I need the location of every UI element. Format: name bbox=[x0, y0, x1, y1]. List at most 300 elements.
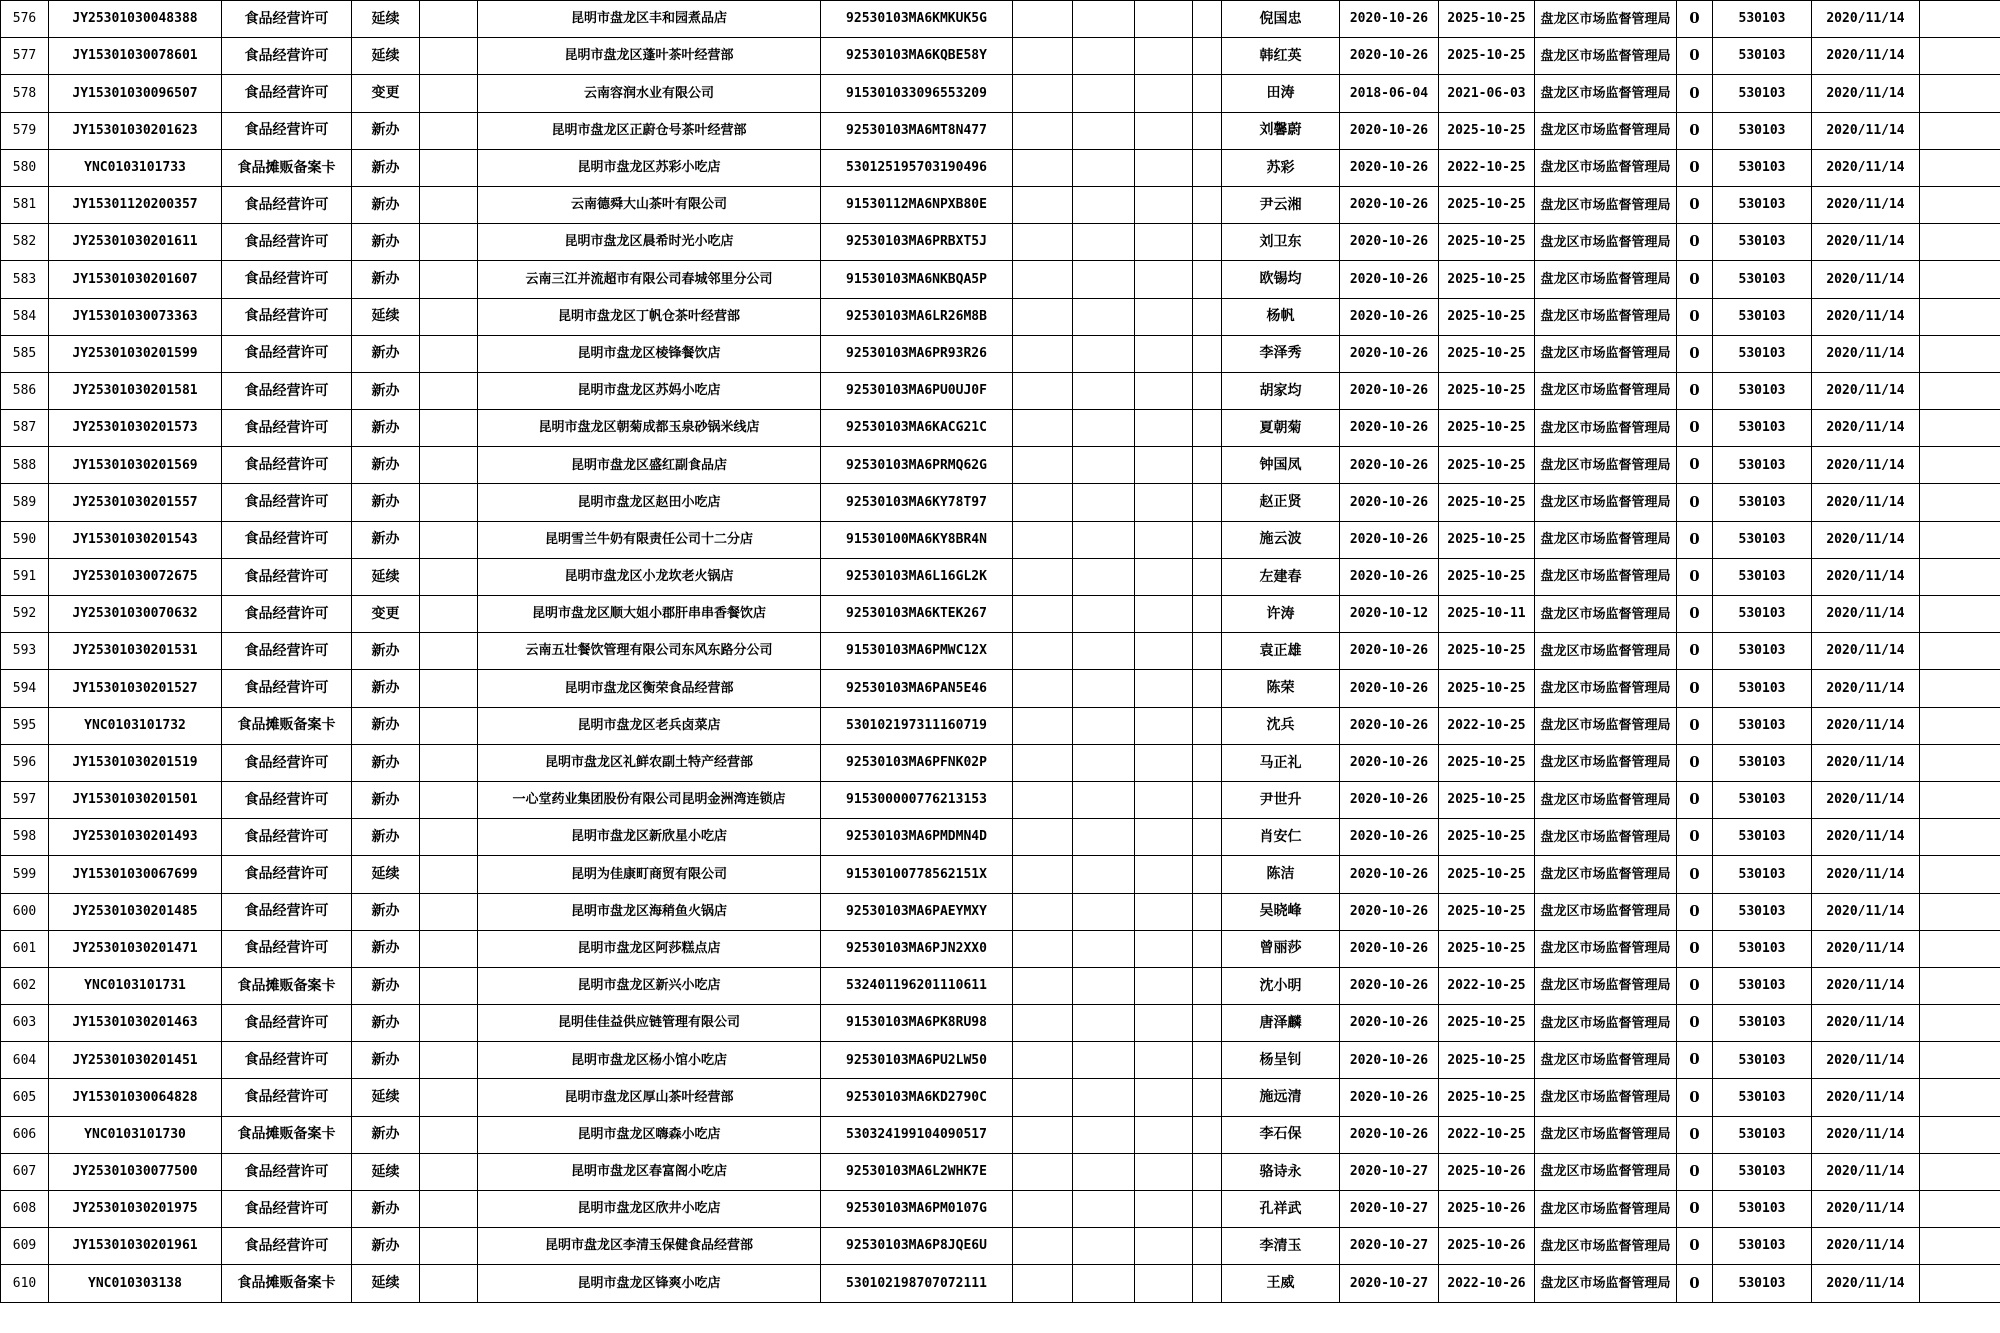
valid-to-cell: 2025-10-25 bbox=[1439, 447, 1535, 484]
valid-from-cell: 2020-10-26 bbox=[1340, 484, 1439, 521]
empty-cell bbox=[1920, 707, 2000, 744]
empty-cell bbox=[1013, 261, 1073, 298]
row-number-cell: 606 bbox=[1, 1116, 49, 1153]
credit-code-cell: 92530103MA6PFNK02P bbox=[821, 744, 1013, 781]
legal-person-cell: 倪国忠 bbox=[1222, 1, 1340, 38]
valid-to-cell: 2025-10-25 bbox=[1439, 224, 1535, 261]
credit-code-cell: 92530103MA6MT8N477 bbox=[821, 112, 1013, 149]
empty-cell bbox=[1135, 224, 1193, 261]
valid-to-cell: 2025-10-25 bbox=[1439, 335, 1535, 372]
empty-cell bbox=[1193, 1265, 1222, 1302]
empty-cell bbox=[420, 186, 478, 223]
status-flag-cell: 0 bbox=[1677, 521, 1713, 558]
empty-cell bbox=[1135, 447, 1193, 484]
empty-cell bbox=[1013, 781, 1073, 818]
legal-person-cell: 左建春 bbox=[1222, 558, 1340, 595]
table-row bbox=[1, 1042, 2000, 1079]
permit-type-cell: 食品经营许可 bbox=[222, 447, 352, 484]
area-code-cell: 530103 bbox=[1713, 112, 1812, 149]
area-code-cell: 530103 bbox=[1713, 1079, 1812, 1116]
row-number-cell: 583 bbox=[1, 261, 49, 298]
action-cell: 新办 bbox=[352, 633, 420, 670]
empty-cell bbox=[1135, 781, 1193, 818]
area-code-cell: 530103 bbox=[1713, 1, 1812, 38]
empty-cell bbox=[420, 596, 478, 633]
empty-cell bbox=[1073, 521, 1135, 558]
valid-from-cell: 2020-10-26 bbox=[1340, 38, 1439, 75]
empty-cell bbox=[420, 261, 478, 298]
empty-cell bbox=[420, 521, 478, 558]
row-number-cell: 609 bbox=[1, 1228, 49, 1265]
action-cell: 新办 bbox=[352, 447, 420, 484]
authority-cell: 盘龙区市场监督管理局 bbox=[1535, 819, 1677, 856]
empty-cell bbox=[1073, 186, 1135, 223]
table-row bbox=[1, 1191, 2000, 1228]
empty-cell bbox=[1073, 261, 1135, 298]
empty-cell bbox=[1193, 112, 1222, 149]
empty-cell bbox=[1135, 1042, 1193, 1079]
action-cell: 新办 bbox=[352, 261, 420, 298]
empty-cell bbox=[1135, 1265, 1193, 1302]
permit-type-cell: 食品摊贩备案卡 bbox=[222, 1265, 352, 1302]
empty-cell bbox=[1193, 224, 1222, 261]
row-number-cell: 578 bbox=[1, 75, 49, 112]
action-cell: 延续 bbox=[352, 856, 420, 893]
empty-cell bbox=[1013, 38, 1073, 75]
empty-cell bbox=[1920, 596, 2000, 633]
permit-type-cell: 食品经营许可 bbox=[222, 1042, 352, 1079]
credit-code-cell: 92530103MA6KACG21C bbox=[821, 410, 1013, 447]
area-code-cell: 530103 bbox=[1713, 1191, 1812, 1228]
credit-code-cell: 92530103MA6PAN5E46 bbox=[821, 670, 1013, 707]
action-cell: 延续 bbox=[352, 1, 420, 38]
action-cell: 新办 bbox=[352, 484, 420, 521]
authority-cell: 盘龙区市场监督管理局 bbox=[1535, 744, 1677, 781]
authority-cell: 盘龙区市场监督管理局 bbox=[1535, 930, 1677, 967]
empty-cell bbox=[1013, 967, 1073, 1004]
empty-cell bbox=[1920, 1265, 2000, 1302]
empty-cell bbox=[1135, 75, 1193, 112]
empty-cell bbox=[1135, 1116, 1193, 1153]
permit-number-cell: JY15301030201961 bbox=[49, 1228, 222, 1265]
valid-to-cell: 2025-10-25 bbox=[1439, 38, 1535, 75]
row-number-cell: 601 bbox=[1, 930, 49, 967]
area-code-cell: 530103 bbox=[1713, 149, 1812, 186]
legal-person-cell: 骆诗永 bbox=[1222, 1153, 1340, 1190]
status-flag-cell: 0 bbox=[1677, 633, 1713, 670]
empty-cell bbox=[1193, 1079, 1222, 1116]
empty-cell bbox=[1073, 930, 1135, 967]
table-row bbox=[1, 558, 2000, 595]
valid-to-cell: 2022-10-25 bbox=[1439, 149, 1535, 186]
permit-number-cell: JY15301030201463 bbox=[49, 1005, 222, 1042]
status-flag-cell: 0 bbox=[1677, 967, 1713, 1004]
valid-to-cell: 2022-10-25 bbox=[1439, 707, 1535, 744]
empty-cell bbox=[420, 75, 478, 112]
update-date-cell: 2020/11/14 bbox=[1812, 856, 1920, 893]
authority-cell: 盘龙区市场监督管理局 bbox=[1535, 372, 1677, 409]
permit-number-cell: JY25301030201531 bbox=[49, 633, 222, 670]
permit-number-cell: JY25301030070632 bbox=[49, 596, 222, 633]
empty-cell bbox=[1920, 1228, 2000, 1265]
table-row bbox=[1, 856, 2000, 893]
permit-type-cell: 食品经营许可 bbox=[222, 744, 352, 781]
table-row bbox=[1, 447, 2000, 484]
business-name-cell: 昆明雪兰牛奶有限责任公司十二分店 bbox=[478, 521, 821, 558]
authority-cell: 盘龙区市场监督管理局 bbox=[1535, 447, 1677, 484]
valid-to-cell: 2025-10-25 bbox=[1439, 633, 1535, 670]
empty-cell bbox=[1193, 186, 1222, 223]
status-flag-cell: 0 bbox=[1677, 707, 1713, 744]
permit-type-cell: 食品经营许可 bbox=[222, 410, 352, 447]
empty-cell bbox=[1193, 372, 1222, 409]
empty-cell bbox=[420, 1, 478, 38]
empty-cell bbox=[1135, 633, 1193, 670]
permit-type-cell: 食品经营许可 bbox=[222, 261, 352, 298]
area-code-cell: 530103 bbox=[1713, 75, 1812, 112]
empty-cell bbox=[1073, 1153, 1135, 1190]
empty-cell bbox=[1013, 1191, 1073, 1228]
business-name-cell: 昆明市盘龙区春富阁小吃店 bbox=[478, 1153, 821, 1190]
empty-cell bbox=[1193, 1, 1222, 38]
authority-cell: 盘龙区市场监督管理局 bbox=[1535, 1005, 1677, 1042]
empty-cell bbox=[420, 1042, 478, 1079]
empty-cell bbox=[1135, 819, 1193, 856]
action-cell: 新办 bbox=[352, 1042, 420, 1079]
valid-from-cell: 2020-10-26 bbox=[1340, 1042, 1439, 1079]
valid-from-cell: 2020-10-26 bbox=[1340, 967, 1439, 1004]
valid-to-cell: 2025-10-25 bbox=[1439, 1079, 1535, 1116]
credit-code-cell: 92530103MA6KD2790C bbox=[821, 1079, 1013, 1116]
permit-type-cell: 食品经营许可 bbox=[222, 781, 352, 818]
valid-from-cell: 2020-10-26 bbox=[1340, 670, 1439, 707]
credit-code-cell: 92530103MA6PAEYMXY bbox=[821, 893, 1013, 930]
authority-cell: 盘龙区市场监督管理局 bbox=[1535, 484, 1677, 521]
permit-type-cell: 食品经营许可 bbox=[222, 1153, 352, 1190]
empty-cell bbox=[1920, 186, 2000, 223]
area-code-cell: 530103 bbox=[1713, 1153, 1812, 1190]
action-cell: 新办 bbox=[352, 521, 420, 558]
credit-code-cell: 92530103MA6KTEK267 bbox=[821, 596, 1013, 633]
empty-cell bbox=[1135, 372, 1193, 409]
legal-person-cell: 苏彩 bbox=[1222, 149, 1340, 186]
legal-person-cell: 尹世升 bbox=[1222, 781, 1340, 818]
empty-cell bbox=[1073, 596, 1135, 633]
permit-type-cell: 食品经营许可 bbox=[222, 484, 352, 521]
credit-code-cell: 91530112MA6NPXB80E bbox=[821, 186, 1013, 223]
credit-code-cell: 530125195703190496 bbox=[821, 149, 1013, 186]
table-body bbox=[1, 1, 2000, 1303]
empty-cell bbox=[1920, 261, 2000, 298]
area-code-cell: 530103 bbox=[1713, 1116, 1812, 1153]
status-flag-cell: 0 bbox=[1677, 372, 1713, 409]
table-row bbox=[1, 1005, 2000, 1042]
update-date-cell: 2020/11/14 bbox=[1812, 75, 1920, 112]
business-name-cell: 昆明市盘龙区杨小馆小吃店 bbox=[478, 1042, 821, 1079]
update-date-cell: 2020/11/14 bbox=[1812, 1005, 1920, 1042]
empty-cell bbox=[420, 930, 478, 967]
legal-person-cell: 许涛 bbox=[1222, 596, 1340, 633]
row-number-cell: 598 bbox=[1, 819, 49, 856]
credit-code-cell: 92530103MA6L2WHK7E bbox=[821, 1153, 1013, 1190]
legal-person-cell: 李泽秀 bbox=[1222, 335, 1340, 372]
permit-type-cell: 食品摊贩备案卡 bbox=[222, 1116, 352, 1153]
table-row bbox=[1, 633, 2000, 670]
authority-cell: 盘龙区市场监督管理局 bbox=[1535, 558, 1677, 595]
valid-from-cell: 2020-10-26 bbox=[1340, 1, 1439, 38]
empty-cell bbox=[1193, 38, 1222, 75]
empty-cell bbox=[1920, 149, 2000, 186]
permit-type-cell: 食品经营许可 bbox=[222, 670, 352, 707]
empty-cell bbox=[1135, 1005, 1193, 1042]
empty-cell bbox=[1013, 298, 1073, 335]
credit-code-cell: 92530103MA6KMKUK5G bbox=[821, 1, 1013, 38]
business-name-cell: 昆明市盘龙区阿莎糕点店 bbox=[478, 930, 821, 967]
empty-cell bbox=[420, 1153, 478, 1190]
area-code-cell: 530103 bbox=[1713, 744, 1812, 781]
authority-cell: 盘龙区市场监督管理局 bbox=[1535, 1, 1677, 38]
legal-person-cell: 曾丽莎 bbox=[1222, 930, 1340, 967]
action-cell: 延续 bbox=[352, 38, 420, 75]
action-cell: 新办 bbox=[352, 149, 420, 186]
table-row bbox=[1, 930, 2000, 967]
row-number-cell: 586 bbox=[1, 372, 49, 409]
authority-cell: 盘龙区市场监督管理局 bbox=[1535, 298, 1677, 335]
update-date-cell: 2020/11/14 bbox=[1812, 298, 1920, 335]
empty-cell bbox=[1013, 633, 1073, 670]
update-date-cell: 2020/11/14 bbox=[1812, 1116, 1920, 1153]
empty-cell bbox=[420, 149, 478, 186]
legal-person-cell: 尹云湘 bbox=[1222, 186, 1340, 223]
valid-from-cell: 2020-10-26 bbox=[1340, 186, 1439, 223]
status-flag-cell: 0 bbox=[1677, 1153, 1713, 1190]
empty-cell bbox=[1073, 670, 1135, 707]
valid-from-cell: 2020-10-26 bbox=[1340, 447, 1439, 484]
legal-person-cell: 王威 bbox=[1222, 1265, 1340, 1302]
permit-number-cell: YNC010303138 bbox=[49, 1265, 222, 1302]
row-number-cell: 591 bbox=[1, 558, 49, 595]
empty-cell bbox=[1135, 38, 1193, 75]
action-cell: 变更 bbox=[352, 75, 420, 112]
table-row bbox=[1, 819, 2000, 856]
empty-cell bbox=[1135, 558, 1193, 595]
row-number-cell: 589 bbox=[1, 484, 49, 521]
update-date-cell: 2020/11/14 bbox=[1812, 410, 1920, 447]
legal-person-cell: 田涛 bbox=[1222, 75, 1340, 112]
empty-cell bbox=[1135, 410, 1193, 447]
row-number-cell: 579 bbox=[1, 112, 49, 149]
empty-cell bbox=[1193, 521, 1222, 558]
permit-number-cell: JY15301030073363 bbox=[49, 298, 222, 335]
empty-cell bbox=[1920, 224, 2000, 261]
empty-cell bbox=[1073, 372, 1135, 409]
permit-type-cell: 食品经营许可 bbox=[222, 112, 352, 149]
empty-cell bbox=[1920, 1079, 2000, 1116]
empty-cell bbox=[1013, 447, 1073, 484]
empty-cell bbox=[1193, 1005, 1222, 1042]
row-number-cell: 576 bbox=[1, 1, 49, 38]
row-number-cell: 587 bbox=[1, 410, 49, 447]
update-date-cell: 2020/11/14 bbox=[1812, 1079, 1920, 1116]
empty-cell bbox=[1920, 1191, 2000, 1228]
table-row bbox=[1, 75, 2000, 112]
empty-cell bbox=[1013, 1, 1073, 38]
permit-number-cell: JY25301030201599 bbox=[49, 335, 222, 372]
update-date-cell: 2020/11/14 bbox=[1812, 1, 1920, 38]
area-code-cell: 530103 bbox=[1713, 521, 1812, 558]
empty-cell bbox=[1920, 298, 2000, 335]
empty-cell bbox=[1920, 558, 2000, 595]
permit-number-cell: JY15301030201569 bbox=[49, 447, 222, 484]
empty-cell bbox=[1013, 930, 1073, 967]
business-name-cell: 昆明市盘龙区小龙坎老火锅店 bbox=[478, 558, 821, 595]
empty-cell bbox=[1920, 484, 2000, 521]
business-name-cell: 云南德舜大山茶叶有限公司 bbox=[478, 186, 821, 223]
empty-cell bbox=[420, 744, 478, 781]
update-date-cell: 2020/11/14 bbox=[1812, 112, 1920, 149]
update-date-cell: 2020/11/14 bbox=[1812, 930, 1920, 967]
valid-to-cell: 2025-10-25 bbox=[1439, 1, 1535, 38]
authority-cell: 盘龙区市场监督管理局 bbox=[1535, 967, 1677, 1004]
empty-cell bbox=[1135, 149, 1193, 186]
status-flag-cell: 0 bbox=[1677, 75, 1713, 112]
update-date-cell: 2020/11/14 bbox=[1812, 967, 1920, 1004]
row-number-cell: 594 bbox=[1, 670, 49, 707]
valid-to-cell: 2021-06-03 bbox=[1439, 75, 1535, 112]
empty-cell bbox=[420, 1228, 478, 1265]
permit-type-cell: 食品摊贩备案卡 bbox=[222, 149, 352, 186]
empty-cell bbox=[1193, 893, 1222, 930]
authority-cell: 盘龙区市场监督管理局 bbox=[1535, 893, 1677, 930]
status-flag-cell: 0 bbox=[1677, 410, 1713, 447]
empty-cell bbox=[1135, 856, 1193, 893]
empty-cell bbox=[1193, 781, 1222, 818]
empty-cell bbox=[1920, 38, 2000, 75]
valid-from-cell: 2020-10-27 bbox=[1340, 1265, 1439, 1302]
valid-to-cell: 2025-10-25 bbox=[1439, 261, 1535, 298]
empty-cell bbox=[1193, 596, 1222, 633]
empty-cell bbox=[1920, 819, 2000, 856]
business-name-cell: 昆明市盘龙区赵田小吃店 bbox=[478, 484, 821, 521]
permit-number-cell: JY25301030201975 bbox=[49, 1191, 222, 1228]
empty-cell bbox=[1193, 707, 1222, 744]
empty-cell bbox=[1073, 410, 1135, 447]
update-date-cell: 2020/11/14 bbox=[1812, 633, 1920, 670]
empty-cell bbox=[1193, 819, 1222, 856]
business-name-cell: 昆明市盘龙区礼鲜农副土特产经营部 bbox=[478, 744, 821, 781]
empty-cell bbox=[1013, 1042, 1073, 1079]
permit-number-cell: JY15301030067699 bbox=[49, 856, 222, 893]
permit-type-cell: 食品经营许可 bbox=[222, 1228, 352, 1265]
business-name-cell: 昆明市盘龙区老兵卤菜店 bbox=[478, 707, 821, 744]
area-code-cell: 530103 bbox=[1713, 1042, 1812, 1079]
status-flag-cell: 0 bbox=[1677, 112, 1713, 149]
action-cell: 新办 bbox=[352, 372, 420, 409]
legal-person-cell: 杨呈钊 bbox=[1222, 1042, 1340, 1079]
credit-code-cell: 92530103MA6PRMQ62G bbox=[821, 447, 1013, 484]
update-date-cell: 2020/11/14 bbox=[1812, 1191, 1920, 1228]
update-date-cell: 2020/11/14 bbox=[1812, 558, 1920, 595]
status-flag-cell: 0 bbox=[1677, 1, 1713, 38]
authority-cell: 盘龙区市场监督管理局 bbox=[1535, 149, 1677, 186]
empty-cell bbox=[420, 633, 478, 670]
empty-cell bbox=[1013, 893, 1073, 930]
business-name-cell: 昆明市盘龙区新兴小吃店 bbox=[478, 967, 821, 1004]
valid-from-cell: 2020-10-26 bbox=[1340, 298, 1439, 335]
legal-person-cell: 夏朝菊 bbox=[1222, 410, 1340, 447]
table-row bbox=[1, 1, 2000, 38]
table-row bbox=[1, 335, 2000, 372]
action-cell: 变更 bbox=[352, 596, 420, 633]
valid-from-cell: 2020-10-26 bbox=[1340, 1116, 1439, 1153]
empty-cell bbox=[1013, 707, 1073, 744]
authority-cell: 盘龙区市场监督管理局 bbox=[1535, 335, 1677, 372]
row-number-cell: 599 bbox=[1, 856, 49, 893]
empty-cell bbox=[1920, 930, 2000, 967]
action-cell: 新办 bbox=[352, 781, 420, 818]
update-date-cell: 2020/11/14 bbox=[1812, 596, 1920, 633]
permit-number-cell: JY25301030077500 bbox=[49, 1153, 222, 1190]
business-name-cell: 昆明市盘龙区苏彩小吃店 bbox=[478, 149, 821, 186]
update-date-cell: 2020/11/14 bbox=[1812, 670, 1920, 707]
legal-person-cell: 肖安仁 bbox=[1222, 819, 1340, 856]
valid-from-cell: 2020-10-26 bbox=[1340, 1079, 1439, 1116]
empty-cell bbox=[1920, 781, 2000, 818]
status-flag-cell: 0 bbox=[1677, 149, 1713, 186]
empty-cell bbox=[1013, 75, 1073, 112]
row-number-cell: 604 bbox=[1, 1042, 49, 1079]
empty-cell bbox=[1073, 893, 1135, 930]
area-code-cell: 530103 bbox=[1713, 967, 1812, 1004]
status-flag-cell: 0 bbox=[1677, 819, 1713, 856]
valid-to-cell: 2025-10-25 bbox=[1439, 372, 1535, 409]
authority-cell: 盘龙区市场监督管理局 bbox=[1535, 1042, 1677, 1079]
empty-cell bbox=[1920, 112, 2000, 149]
empty-cell bbox=[1073, 1265, 1135, 1302]
empty-cell bbox=[1135, 1153, 1193, 1190]
empty-cell bbox=[1193, 447, 1222, 484]
table-row bbox=[1, 298, 2000, 335]
empty-cell bbox=[1920, 1005, 2000, 1042]
action-cell: 新办 bbox=[352, 1228, 420, 1265]
authority-cell: 盘龙区市场监督管理局 bbox=[1535, 596, 1677, 633]
action-cell: 新办 bbox=[352, 1191, 420, 1228]
empty-cell bbox=[1193, 856, 1222, 893]
authority-cell: 盘龙区市场监督管理局 bbox=[1535, 1079, 1677, 1116]
authority-cell: 盘龙区市场监督管理局 bbox=[1535, 1191, 1677, 1228]
action-cell: 新办 bbox=[352, 224, 420, 261]
empty-cell bbox=[1920, 744, 2000, 781]
credit-code-cell: 532401196201110611 bbox=[821, 967, 1013, 1004]
authority-cell: 盘龙区市场监督管理局 bbox=[1535, 856, 1677, 893]
empty-cell bbox=[420, 1116, 478, 1153]
empty-cell bbox=[1073, 744, 1135, 781]
business-name-cell: 昆明为佳康町商贸有限公司 bbox=[478, 856, 821, 893]
legal-person-cell: 吴晓峰 bbox=[1222, 893, 1340, 930]
empty-cell bbox=[1920, 410, 2000, 447]
update-date-cell: 2020/11/14 bbox=[1812, 149, 1920, 186]
credit-code-cell: 91530100MA6KY8BR4N bbox=[821, 521, 1013, 558]
empty-cell bbox=[1135, 1, 1193, 38]
valid-from-cell: 2020-10-26 bbox=[1340, 261, 1439, 298]
permit-number-cell: JY15301030201623 bbox=[49, 112, 222, 149]
empty-cell bbox=[1193, 744, 1222, 781]
empty-cell bbox=[1073, 1116, 1135, 1153]
valid-from-cell: 2020-10-26 bbox=[1340, 1005, 1439, 1042]
empty-cell bbox=[420, 112, 478, 149]
credit-code-cell: 91530103MA6PK8RU98 bbox=[821, 1005, 1013, 1042]
empty-cell bbox=[1920, 1042, 2000, 1079]
